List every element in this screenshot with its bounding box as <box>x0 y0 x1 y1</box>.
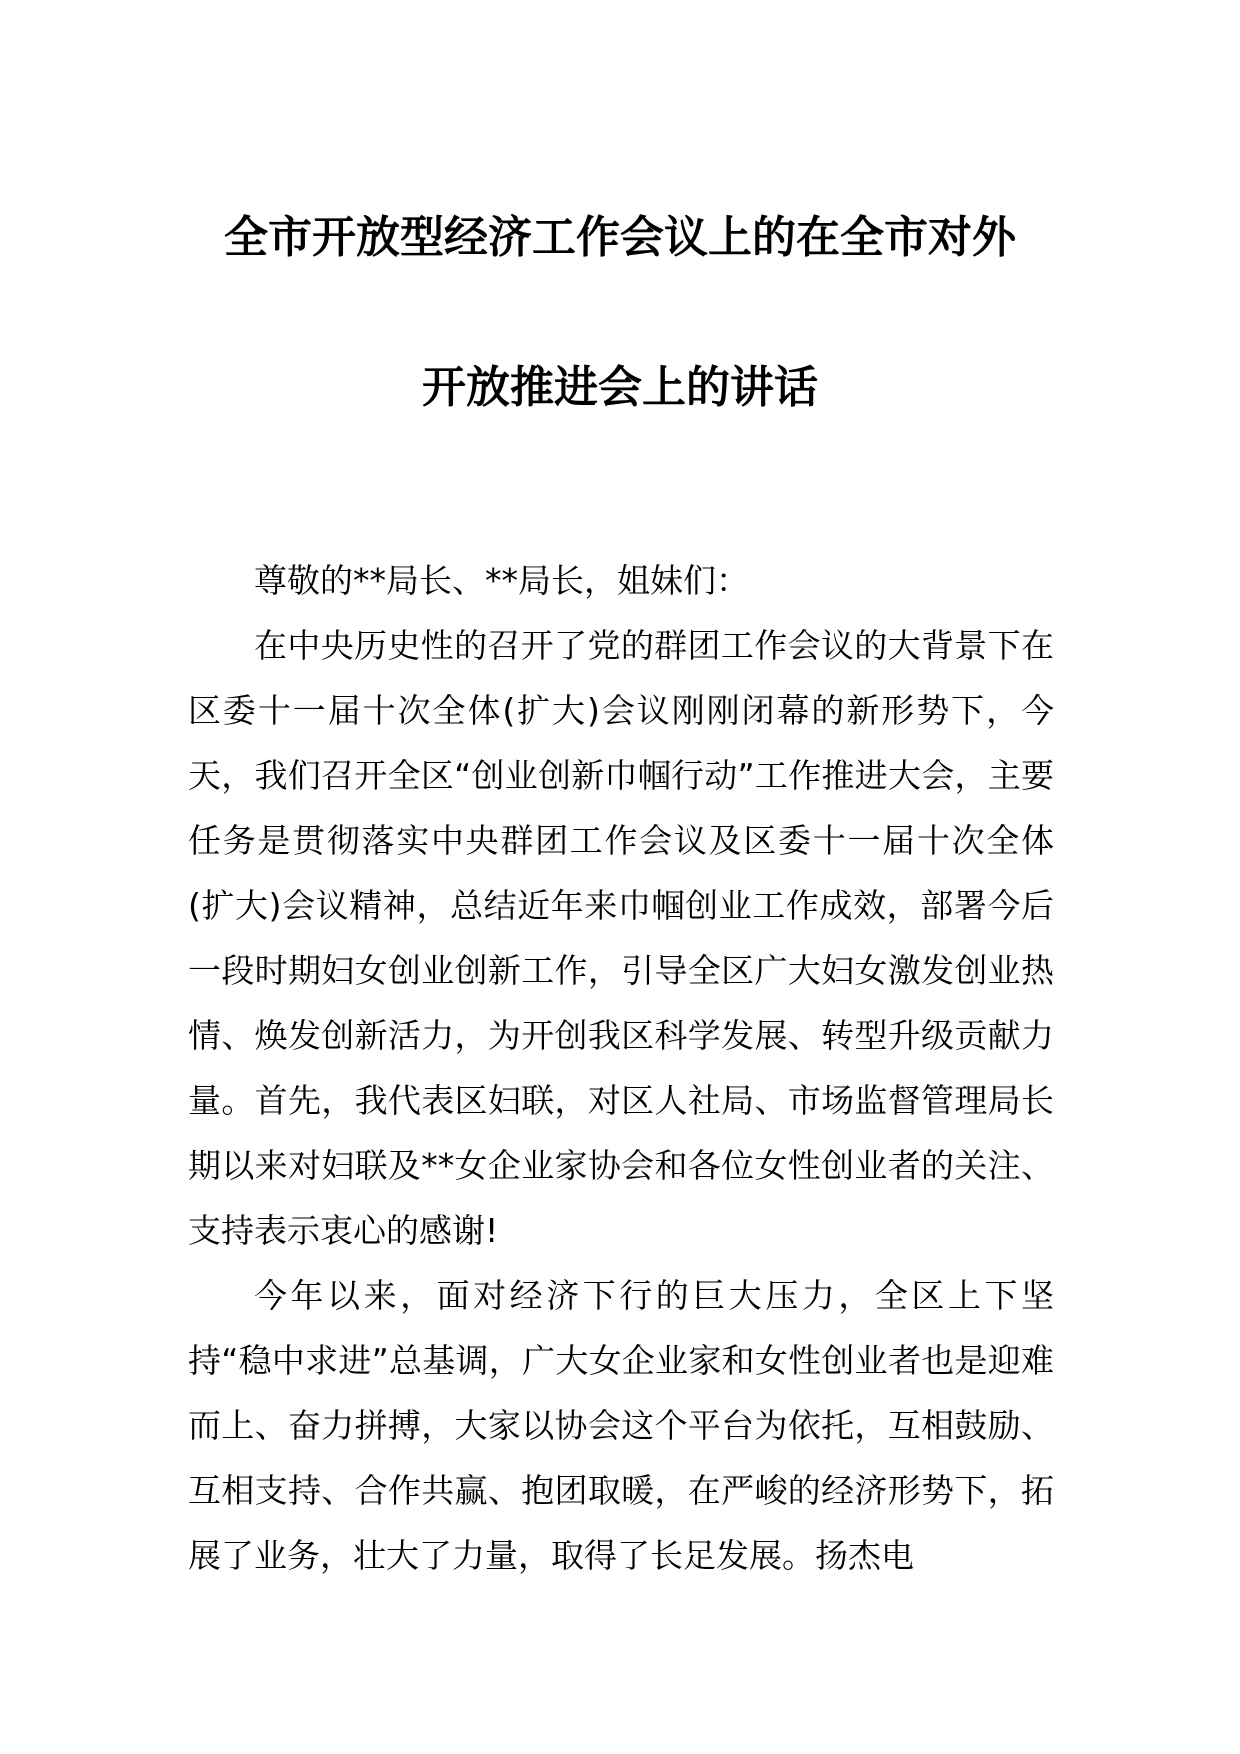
salutation-paragraph: 尊敬的**局长、**局长，姐妹们： <box>254 561 749 600</box>
document-body <box>188 548 1054 1588</box>
document-title-line-1: 全市开放型经济工作会议上的在全市对外 <box>224 212 1016 263</box>
document-title-line-2: 开放推进会上的讲话 <box>422 362 818 413</box>
body-paragraph: 今年以来，面对经济下行的巨大压力，全区上下坚持“稳中求进”总基调，广大女企业家和女性创业者也是迎难而上、奋力拼搏，大家以协会这个平台为依托，互相鼓励、互相支持、合作共赢、抱团取暖，在严峻的经济形势下，拓展了业务，壮大了力量，取得了长足发展。扬杰电 <box>188 1276 1054 1575</box>
body-paragraph: 在中央历史性的召开了党的群团工作会议的大背景下在区委十一届十次全体(扩大)会议刚刚闭幕的新形势下，今天，我们召开全区“创业创新巾帼行动”工作推进大会，主要任务是贯彻落实中央群团工作会议及区委十一届十次全体(扩大)会议精神，总结近年来巾帼创业工作成效，部署今后一段时期妇女创业创新工作，引导全区广大妇女激发创业热情、焕发创新活力，为开创我区科学发展、转型升级贡献力量。首先，我代表区妇联，对区人社局、市场监督管理局长期以来对妇联及**女企业家协会和各位女性创业者的关注、支持表示衷心的感谢! <box>188 626 1054 1250</box>
